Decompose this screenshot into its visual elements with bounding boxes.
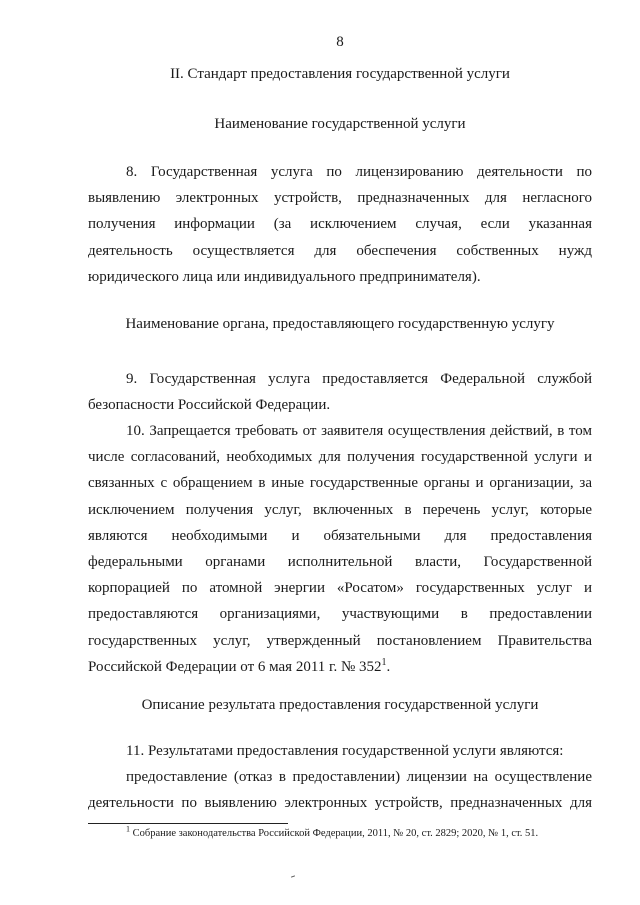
footnote-reference: 1 bbox=[381, 656, 387, 668]
footnote-mark: 1 bbox=[126, 824, 130, 834]
paragraph-line: деятельности по выявлению электронных устройств, предназначенных для bbox=[88, 795, 592, 812]
paragraph-line: деятельность осуществляется для обеспечения собственных нужд bbox=[88, 242, 592, 259]
paragraph-line: корпорацией по атомной энергии «Росатом» государственных услуг и bbox=[88, 580, 592, 597]
paragraph-11 bbox=[88, 738, 592, 764]
subheading-authority-name: Наименование органа, предоставляющего государственную услугу bbox=[125, 316, 555, 332]
paragraph-line: 8. Государственная услуга по лицензированию деятельности по bbox=[126, 164, 592, 180]
paragraph-line: исключением получения услуг, включенных в перечень услуг, которые bbox=[88, 501, 592, 518]
footnote bbox=[126, 824, 596, 839]
scan-speck bbox=[291, 875, 295, 877]
page-number: 8 bbox=[336, 34, 344, 50]
paragraph-line: 11. Результатами предоставления государственной услуги являются: bbox=[126, 743, 564, 759]
paragraph-line: выявлению электронных устройств, предназначенных для негласного bbox=[88, 190, 592, 207]
section-title: II. Стандарт предоставления государственной услуги bbox=[170, 66, 510, 82]
paragraph-9 bbox=[88, 366, 592, 418]
paragraph-line: государственных услуг, утвержденный постановлением Правительства bbox=[88, 632, 592, 649]
paragraph-line: безопасности Российской Федерации. bbox=[88, 397, 331, 414]
paragraph-line: предоставляются организациями, участвующими в предоставлении bbox=[88, 606, 592, 623]
paragraph-line: являются необходимыми и обязательными для предоставления bbox=[88, 527, 592, 544]
paragraph-line: предоставление (отказ в предоставлении) лицензии на осуществление bbox=[126, 769, 592, 785]
subheading-result-description: Описание результата предоставления государственной услуги bbox=[141, 697, 539, 713]
footnote-text: Собрание законодательства Российской Федерации, 2011, № 20, ст. 2829; 2020, № 1, ст. 51. bbox=[130, 828, 539, 839]
paragraph-line: получения информации (за исключением случая, если указанная bbox=[88, 216, 592, 233]
paragraph-line: числе согласований, необходимых для получения государственной услуги и bbox=[88, 449, 592, 466]
paragraph-line-text: Российской Федерации от 6 мая 2011 г. № 352 bbox=[88, 658, 382, 675]
paragraph-8 bbox=[88, 159, 592, 290]
paragraph-12 bbox=[88, 764, 592, 816]
paragraph-line: 9. Государственная услуга предоставляется Федеральной службой bbox=[126, 371, 592, 387]
paragraph-end-punctuation: . bbox=[386, 658, 391, 675]
paragraph-line: связанных с обращением в иные государственные органы и организации, за bbox=[88, 475, 592, 492]
footnote-divider bbox=[88, 823, 288, 824]
subheading-service-name: Наименование государственной услуги bbox=[214, 116, 466, 132]
paragraph-line bbox=[88, 654, 592, 680]
paragraph-line: федеральными органами исполнительной власти, Государственной bbox=[88, 554, 592, 571]
paragraph-line: 10. Запрещается требовать от заявителя осуществления действий, в том bbox=[126, 423, 592, 439]
paragraph-line: юридического лица или индивидуального предпринимателя). bbox=[88, 268, 481, 285]
paragraph-10 bbox=[88, 418, 592, 680]
